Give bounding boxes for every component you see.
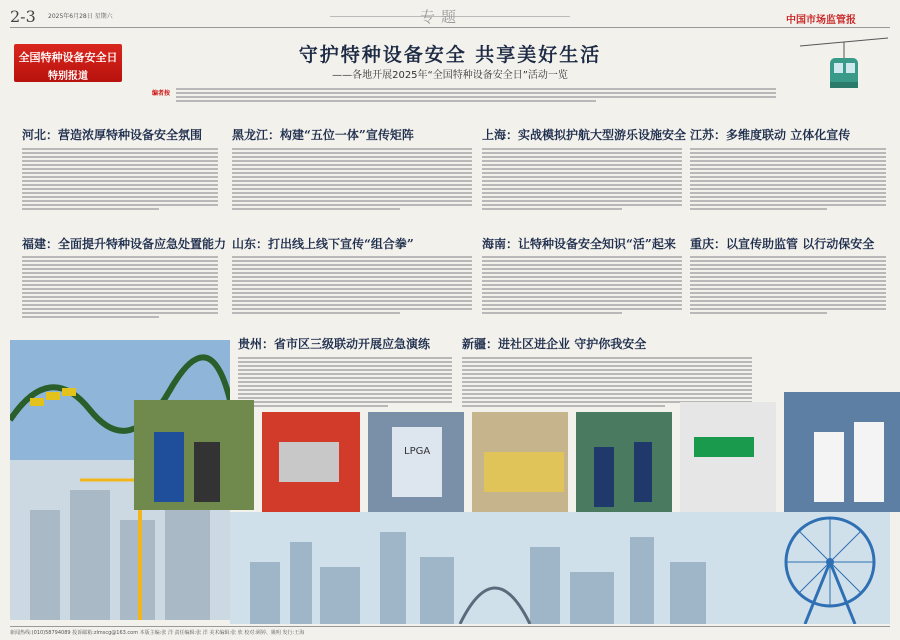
section-title-chongqing: 重庆：以宣传助监管 以行动保安全 bbox=[690, 237, 875, 251]
footer-credits: 新闻热线:(010)58794089 投诉邮箱:zlmscg@163.com 本版主编:张 洋 责任编辑:张 洋 美术编辑:张 欣 校对:顾婷、姚明 发行:王海 bbox=[10, 626, 890, 636]
section-title-hainan: 海南：让特种设备安全知识“活”起来 bbox=[482, 237, 676, 251]
article-body-hainan bbox=[482, 254, 682, 330]
section-title-hebei: 河北：营造浓厚特种设备安全氛围 bbox=[22, 128, 203, 142]
section-title-jiangsu: 江苏：多维度联动 立体化宣传 bbox=[690, 128, 851, 142]
section-title-heilongjiang: 黑龙江：构建“五位一体”宣传矩阵 bbox=[232, 128, 414, 142]
editor-note-label: 编者按 bbox=[152, 90, 171, 97]
article-body-hebei bbox=[22, 146, 218, 226]
photo-strip bbox=[134, 392, 900, 512]
subheadline: ——各地开展2025年“全国特种设备安全日”活动一览 bbox=[332, 70, 568, 81]
lpg-sign: LPGA bbox=[404, 446, 431, 457]
article-body-heilongjiang bbox=[232, 146, 472, 226]
badge-line1: 全国特种设备安全日 bbox=[18, 51, 118, 64]
page-number: 2-3 bbox=[10, 7, 36, 26]
editor-note-text bbox=[176, 86, 776, 108]
section-title-guizhou: 贵州：省市区三级联动开展应急演练 bbox=[238, 337, 431, 351]
top-rule bbox=[10, 27, 890, 28]
section-title-fujian: 福建：全面提升特种设备应急处置能力 bbox=[22, 237, 227, 251]
section-title-xinjiang: 新疆：进社区进企业 守护你我安全 bbox=[462, 337, 647, 351]
headline: 守护特种设备安全 共享美好生活 bbox=[298, 44, 602, 66]
special-report-badge bbox=[14, 44, 122, 82]
skyline-illustration bbox=[230, 512, 890, 624]
brand-logo: 中国市场监管报 bbox=[786, 15, 856, 26]
section-title-shandong: 山东：打出线上线下宣传“组合拳” bbox=[232, 237, 414, 251]
section-title-shanghai: 上海：实战模拟护航大型游乐设施安全 bbox=[482, 128, 687, 142]
article-body-fujian bbox=[22, 254, 218, 334]
cable-car-illustration bbox=[800, 36, 888, 98]
article-body-shanghai bbox=[482, 146, 682, 226]
article-body-jiangsu bbox=[690, 146, 886, 226]
badge-line2: 特别报道 bbox=[48, 71, 88, 82]
article-body-chongqing bbox=[690, 254, 886, 330]
section-tag: 专题 bbox=[420, 8, 463, 26]
article-body-shandong bbox=[232, 254, 472, 330]
date-line: 2025年6月28日 星期六 bbox=[48, 13, 113, 20]
